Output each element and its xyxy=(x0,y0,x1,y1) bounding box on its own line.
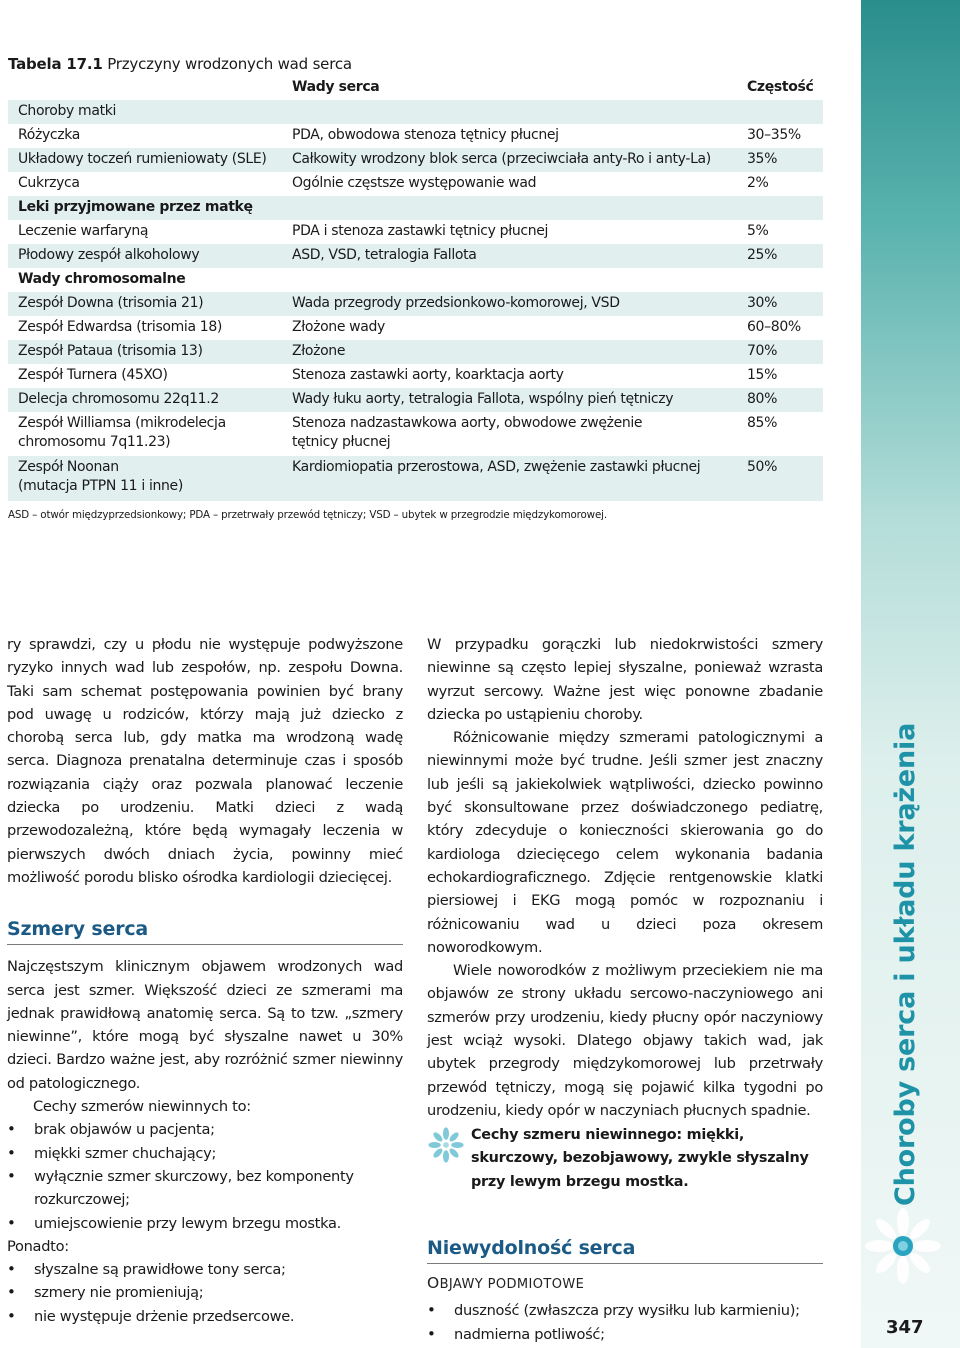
cause-cell: Zespół Edwardsa (trisomia 18) xyxy=(18,319,222,335)
defect-cell: Złożone xyxy=(292,343,346,359)
additional-features-list xyxy=(7,1258,403,1328)
cause-cell: Płodowy zespół alkoholowy xyxy=(18,247,200,263)
right-text-column xyxy=(427,633,823,1122)
cause-cell: Układowy toczeń rumieniowaty (SLE) xyxy=(18,151,267,167)
heart-failure-section xyxy=(427,1236,823,1346)
frequency-cell: 2% xyxy=(747,175,769,191)
table-row xyxy=(8,316,823,340)
page-number: 347 xyxy=(886,1317,924,1338)
frequency-cell: 80% xyxy=(747,391,778,407)
frequency-cell: 5% xyxy=(747,223,769,239)
frequency-cell: 15% xyxy=(747,367,778,383)
innocent-murmur-features-list xyxy=(7,1118,403,1234)
frequency-cell: 30–35% xyxy=(747,127,801,143)
list-item: • nadmierna potliwość; xyxy=(427,1323,823,1346)
section-heading-murmurs: Szmery serca xyxy=(7,917,403,945)
defect-cell: Złożone wady xyxy=(292,319,385,335)
flower-decoration-icon xyxy=(863,1200,943,1295)
defect-cell: Kardiomiopatia przerostowa, ASD, zwężenie zastawki płucnej xyxy=(292,459,701,475)
section-title: Wady chromosomalne xyxy=(18,271,186,287)
table-row xyxy=(8,244,823,268)
paragraph: Wiele noworodków z możliwym przeciekiem nie ma objawów ze strony układu sercowo-naczyniowego ani szmerów przy urodzeniu, kiedy płucny opór naczyniowy jest wciąż wysoki. Dlatego objawy takich wad, jak ubytek przegrody międzykomorowej lub przetrwały przewód tętniczy, mogą się pojawić kilka tygodni po urodzeniu, kiedy opór w naczyniach płucnych spadnie. xyxy=(427,962,823,1119)
paragraph: W przypadku gorączki lub niedokrwistości szmery niewinne są często lepiej słyszalne, ponieważ wzrasta wyrzut sercowy. Ważne jest więc ponowne zbadanie dziecka po ustąpieniu choroby. xyxy=(427,636,823,723)
table-row xyxy=(8,292,823,316)
table-number: Tabela 17.1 xyxy=(8,55,103,73)
frequency-cell: 30% xyxy=(747,295,778,311)
list-item: • szmery nie promieniują; xyxy=(7,1281,403,1304)
cause-cell: Zespół Pataua (trisomia 13) xyxy=(18,343,203,359)
cause-cell xyxy=(18,458,288,496)
table-row xyxy=(8,124,823,148)
defect-cell: ASD, VSD, tetralogia Fallota xyxy=(292,247,477,263)
defect-line: tętnicy płucnej xyxy=(292,434,391,450)
defect-cell: Stenoza zastawki aorty, koarktacja aorty xyxy=(292,367,564,383)
subheading-symptoms xyxy=(427,1272,823,1296)
frequency-cell: 35% xyxy=(747,151,778,167)
list-item: • wyłącznie szmer skurczowy, bez komponenty rozkurczowej; xyxy=(7,1165,403,1212)
cause-line: chromosomu 7q11.23) xyxy=(18,434,171,450)
subheading-rest: BJAWY PODMIOTOWE xyxy=(439,1277,585,1292)
list-item: • duszność (zwłaszcza przy wysiłku lub karmieniu); xyxy=(427,1299,823,1322)
frequency-cell: 25% xyxy=(747,247,778,263)
defect-cell xyxy=(292,414,740,452)
callout-text: Cechy szmeru niewinnego: miękki, skurczowy, bezobjawowy, zwykle słyszalny przy lewym brzegu mostka. xyxy=(471,1127,809,1190)
paragraph: ry sprawdzi, czy u płodu nie występuje podwyższone ryzyko innych wad lub zespołów, np. zespołu Downa. Taki sam schemat postępowania powinien być brany pod uwagę u rodziców, którzy mają już dziecko z chorobą serca lub, gdy matka ma wrodzoną wadę serca. Diagnoza prenatalna determinuje czas i sposób rozwiązania ciąży oraz pozwala planować leczenie dziecka po urodzeniu. Matki dzieci z wadą przewodozależną, które będą wymagały leczenia w pierwszych dwóch dniach życia, powinny mieć możliwość porodu blisko ośrodka kardiologii dziecięcej. xyxy=(7,636,403,886)
column-header-defect: Wady serca xyxy=(292,79,380,95)
table-row xyxy=(8,388,823,412)
defects-table xyxy=(8,76,823,501)
table-row xyxy=(8,172,823,196)
table-row xyxy=(8,456,823,501)
list-item: • słyszalne są prawidłowe tony serca; xyxy=(7,1258,403,1281)
cause-line: (mutacja PTPN 11 i inne) xyxy=(18,478,183,494)
chapter-title: Choroby serca i układu krążenia xyxy=(890,722,921,1206)
table-row xyxy=(8,148,823,172)
table-footnote: ASD – otwór międzyprzedsionkowy; PDA – przetrwały przewód tętniczy; VSD – ubytek w przegrodzie międzykomorowej. xyxy=(8,509,607,521)
paragraph: Różnicowanie między szmerami patologicznymi a niewinnymi może być trudne. Jeśli szmer jest znaczny lub jeśli są jakiekolwiek wątpliwości, dziecko powinno być skonsultowane przez doświadczonego pediatrę, który zdecyduje o konieczności skierowania go do kardiologa dziecięcego celem wykonania badania echokardiograficznego. Zdjęcie rentgenowskie klatki piersiowej i EKG mogą pomóc w rozpoznaniu i różnicowaniu wad u dzieci poza okresem noworodkowym. xyxy=(427,729,823,956)
cause-cell: Zespół Downa (trisomia 21) xyxy=(18,295,204,311)
cause-cell: Zespół Turnera (45XO) xyxy=(18,367,168,383)
defect-line: Stenoza nadzastawkowa aorty, obwodowe zwężenie xyxy=(292,415,643,431)
defect-cell: Wada przegrody przedsionkowo-komorowej, VSD xyxy=(292,295,620,311)
defect-cell: Wady łuku aorty, tetralogia Fallota, wspólny pień tętniczy xyxy=(292,391,674,407)
callout-box xyxy=(427,1124,823,1194)
section-row-chromosomal xyxy=(8,268,823,292)
list-item: • brak objawów u pacjenta; xyxy=(7,1118,403,1141)
defect-cell: PDA, obwodowa stenoza tętnicy płucnej xyxy=(292,127,559,143)
list-intro: Cechy szmerów niewinnych to: xyxy=(33,1098,251,1116)
table-title xyxy=(8,54,352,74)
column-header-frequency: Częstość xyxy=(747,79,814,95)
table-row xyxy=(8,340,823,364)
defect-cell: PDA i stenoza zastawki tętnicy płucnej xyxy=(292,223,549,239)
frequency-cell: 70% xyxy=(747,343,778,359)
section-title: Choroby matki xyxy=(18,103,117,119)
subheading-initial: O xyxy=(427,1274,440,1292)
paragraph: Najczęstszym klinicznym objawem wrodzonych wad serca jest szmer. Większość dzieci ze szmerami ma jednak prawidłową anatomię serca. Są to tzw. „szmery niewinne”, które mogą być słyszalne nawet u 30% dzieci. Bardzo ważne jest, aby rozróżnić szmer niewinny od patologicznego. xyxy=(7,958,403,1092)
table-header-row xyxy=(8,76,823,100)
cause-line: Zespół Noonan xyxy=(18,459,119,475)
cause-cell: Różyczka xyxy=(18,127,80,143)
symptoms-list xyxy=(427,1299,823,1346)
frequency-cell: 85% xyxy=(747,415,778,431)
flower-icon xyxy=(427,1126,465,1164)
frequency-cell: 60–80% xyxy=(747,319,801,335)
section-heading-heart-failure: Niewydolność serca xyxy=(427,1236,823,1264)
left-text-column xyxy=(7,633,403,1328)
list-item: • nie występuje drżenie przedsercowe. xyxy=(7,1305,403,1328)
defect-cell: Ogólnie częstsze występowanie wad xyxy=(292,175,537,191)
section-row-maternal-diseases xyxy=(8,100,823,124)
table-row xyxy=(8,412,823,456)
section-row-maternal-drugs xyxy=(8,196,823,220)
list-item: • miękki szmer chuchający; xyxy=(7,1142,403,1165)
cause-cell xyxy=(18,414,288,452)
table-row xyxy=(8,364,823,388)
list-intro: Ponadto: xyxy=(7,1237,69,1255)
cause-cell: Cukrzyca xyxy=(18,175,80,191)
cause-cell: Delecja chromosomu 22q11.2 xyxy=(18,391,219,407)
section-title: Leki przyjmowane przez matkę xyxy=(18,199,253,215)
defect-cell: Całkowity wrodzony blok serca (przeciwciała anty-Ro i anty-La) xyxy=(292,151,711,167)
frequency-cell: 50% xyxy=(747,459,778,475)
cause-cell: Leczenie warfaryną xyxy=(18,223,149,239)
cause-line: Zespół Williamsa (mikrodelecja xyxy=(18,415,226,431)
list-item: • umiejscowienie przy lewym brzegu mostka. xyxy=(7,1212,403,1235)
table-row xyxy=(8,220,823,244)
table-caption: Przyczyny wrodzonych wad serca xyxy=(102,55,352,73)
